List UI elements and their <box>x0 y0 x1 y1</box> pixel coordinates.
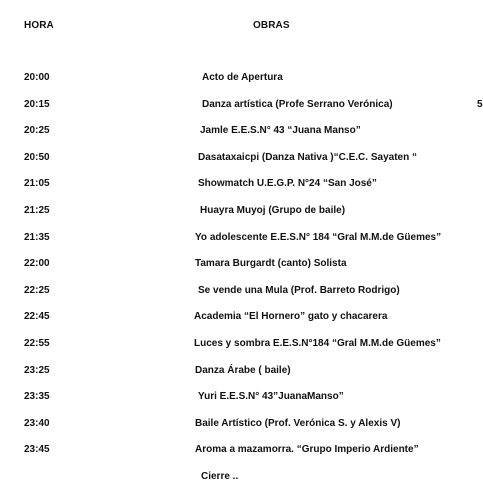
row-time: 23:45 <box>24 444 50 456</box>
row-time: 23:40 <box>24 417 50 429</box>
row-act: Dasataxaicpi (Danza Nativa )“C.E.C. Sayaten “ <box>198 151 417 163</box>
row-time: 22:25 <box>24 284 50 296</box>
schedule-row <box>0 338 481 365</box>
row-act: Danza Árabe ( baile) <box>195 364 291 376</box>
schedule-row <box>0 72 481 99</box>
row-act: Showmatch U.E.G.P. N°24 “San José” <box>198 178 377 190</box>
schedule-row <box>0 391 481 418</box>
schedule-row <box>0 311 481 338</box>
row-time: 22:00 <box>24 258 50 270</box>
row-time: 21:25 <box>24 204 50 216</box>
row-time: 20:00 <box>24 72 50 83</box>
schedule-row <box>0 99 481 126</box>
row-act: Yo adolescente E.E.S.N° 184 “Gral M.M.de Güemes” <box>195 231 442 243</box>
row-time: 20:15 <box>24 98 50 110</box>
row-time: 20:25 <box>24 125 50 137</box>
row-time: 23:35 <box>24 391 50 403</box>
schedule-row <box>0 205 481 232</box>
schedule-row <box>0 285 481 312</box>
row-act: Tamara Burgardt (canto) Solista <box>195 258 347 270</box>
obras-column-header: OBRAS <box>253 20 290 31</box>
row-act: Aroma a mazamorra. “Grupo Imperio Ardiente” <box>195 444 419 456</box>
schedule-row <box>0 258 481 285</box>
row-act: Se vende una Mula (Prof. Barreto Rodrigo) <box>198 284 400 296</box>
row-act: Acto de Apertura <box>202 72 283 83</box>
schedule-row <box>0 418 481 445</box>
row-act: Cierre .. <box>201 470 239 482</box>
schedule-row <box>0 152 481 179</box>
schedule-row <box>0 365 481 392</box>
schedule-row <box>0 178 481 205</box>
schedule-list <box>0 72 481 498</box>
row-time: 22:45 <box>24 311 50 323</box>
row-act: Huayra Muyoj (Grupo de baile) <box>200 204 346 216</box>
row-edge-fragment: 5 <box>477 98 483 110</box>
row-time: 21:05 <box>24 178 50 190</box>
schedule-row <box>0 125 481 152</box>
schedule-row <box>0 471 481 498</box>
row-act: Luces y sombra E.E.S.N°184 “Gral M.M.de Güemes” <box>194 337 441 349</box>
row-act: Baile Artístico (Prof. Verónica S. y Alexis V) <box>195 417 401 429</box>
row-time: 20:50 <box>24 151 50 163</box>
row-act: Jamle E.E.S.N° 43 “Juana Manso” <box>200 125 361 137</box>
row-time: 21:35 <box>24 231 50 243</box>
schedule-row <box>0 232 481 259</box>
row-act: Yuri E.E.S.N° 43”JuanaManso” <box>198 391 344 403</box>
row-act: Danza artística (Profe Serrano Verónica) <box>202 98 393 110</box>
row-act: Academia “El Hornero” gato y chacarera <box>194 311 388 323</box>
hora-column-header: HORA <box>24 20 54 31</box>
schedule-row <box>0 444 481 471</box>
row-time: 22:55 <box>24 337 50 349</box>
row-time: 23:25 <box>24 364 50 376</box>
